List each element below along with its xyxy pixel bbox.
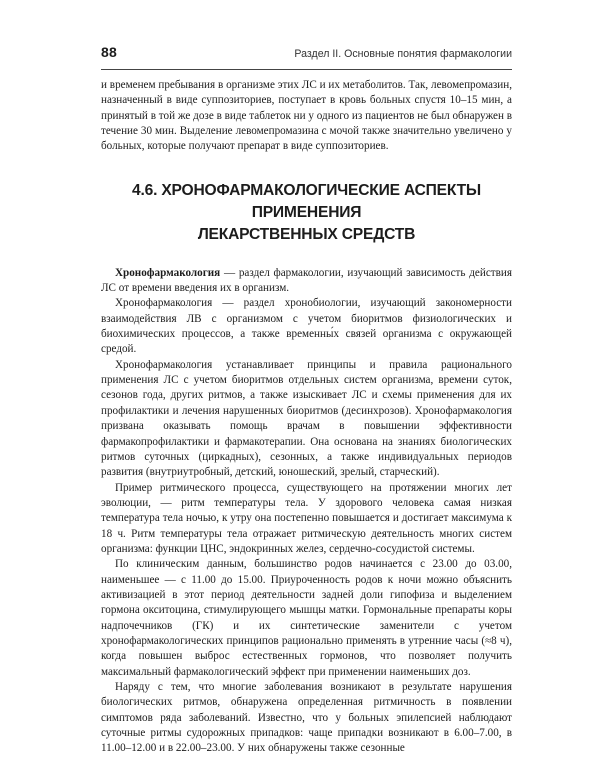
definition-paragraph <box>101 266 512 297</box>
body-paragraph: Наряду с тем, что многие заболевания возникают в результате нарушения биологических ритмов, обнаружена определенная ритмичность в появлении симптомов ряда заболеваний. Известно, что у больных эпилепсией наблюдают суточные ритмы судорожных припадков: чаще припадки возникают в 6.00–7.00, в 11.00–12.00 и в 22.00–23.00. У них обнаружены также сезонные <box>101 681 512 755</box>
page-body <box>101 78 512 757</box>
page-number: 88 <box>101 44 117 60</box>
header-divider <box>101 69 512 70</box>
section-heading <box>101 180 512 246</box>
body-paragraph: Хронофармакология устанавливает принципы и правила рационального применения ЛС с учетом биоритмов отдельных систем организма, времени суток, сезонов года, других ритмов, а также изыскивает ЛС и схемы применения для их профилактики и лечения нарушенных биоритмов (десинхрозов). Хронофармакология призвана оказывать помощь врачам в повышении эффективности фармакопрофилактики и фармакотерапии. Она основана на знаниях биологических ритмов суточных (циркадных), сезонных, а также индивидуальных периодов развития (внутриутробный, детский, юношеский, зрелый, старческий). <box>101 358 512 479</box>
defined-term: Хронофармакология <box>115 266 221 279</box>
body-paragraph: Хронофармакология — раздел хронобиологии, изучающий закономерности взаимодействия ЛВ с организмом с учетом биоритмов физиологических и биохимических процессов, а также временны́х связей организма с окружающей средой. <box>101 297 512 356</box>
section-heading-line-1: 4.6. ХРОНОФАРМАКОЛОГИЧЕСКИЕ АСПЕКТЫ ПРИМЕНЕНИЯ <box>132 181 481 221</box>
definition-text: — раздел фармакологии, изучающий зависимость действия ЛС от времени введения их в организм. <box>101 266 512 295</box>
body-paragraph: Пример ритмического процесса, существующего на протяжении многих лет эволюции, — ритм температуры тела. У здорового человека самая низкая температура тела ночью, к утру она постепенно повышается и достигает максимума к 18 ч. Ритм температуры тела отражает ритмическую деятельность многих систем организма: функции ЦНС, эндокринных желез, сердечно-сосудистой системы. <box>101 481 512 555</box>
body-paragraph: По клиническим данным, большинство родов начинается с 23.00 до 03.00, наименьшее — с 11.00 до 15.00. Приуроченность родов к ночи можно объяснить активизацией в этот период деятельности задней доли гипофиза и выделением гормона окситоцина, стимулирующего мышцы матки. Гормональные препараты коры надпочечников (ГК) и их синтетические заменители с учетом хронофармакологических принципов рационально применять в утренние часы (≈8 ч), когда повышен выброс естественных гормонов, что позволяет получить максимальный фармакологический эффект при применении наименьших доз. <box>101 558 512 678</box>
running-section-title: Раздел II. Основные понятия фармакологии <box>294 48 512 60</box>
intro-paragraph: и временем пребывания в организме этих ЛС и их метаболитов. Так, левомепромазин, назначенный в виде суппозиториев, поступает в кровь больных спустя 10–15 мин, а принятый в той же дозе в виде таблеток ни у одного из пациентов не был обнаружен в течение 30 мин. Выделение левомепромазина с мочой также значительно увеличено у больных, которые получают препарат в виде суппозиториев. <box>101 79 512 153</box>
running-header <box>101 44 512 64</box>
section-heading-line-2: ЛЕКАРСТВЕННЫХ СРЕДСТВ <box>197 225 416 243</box>
